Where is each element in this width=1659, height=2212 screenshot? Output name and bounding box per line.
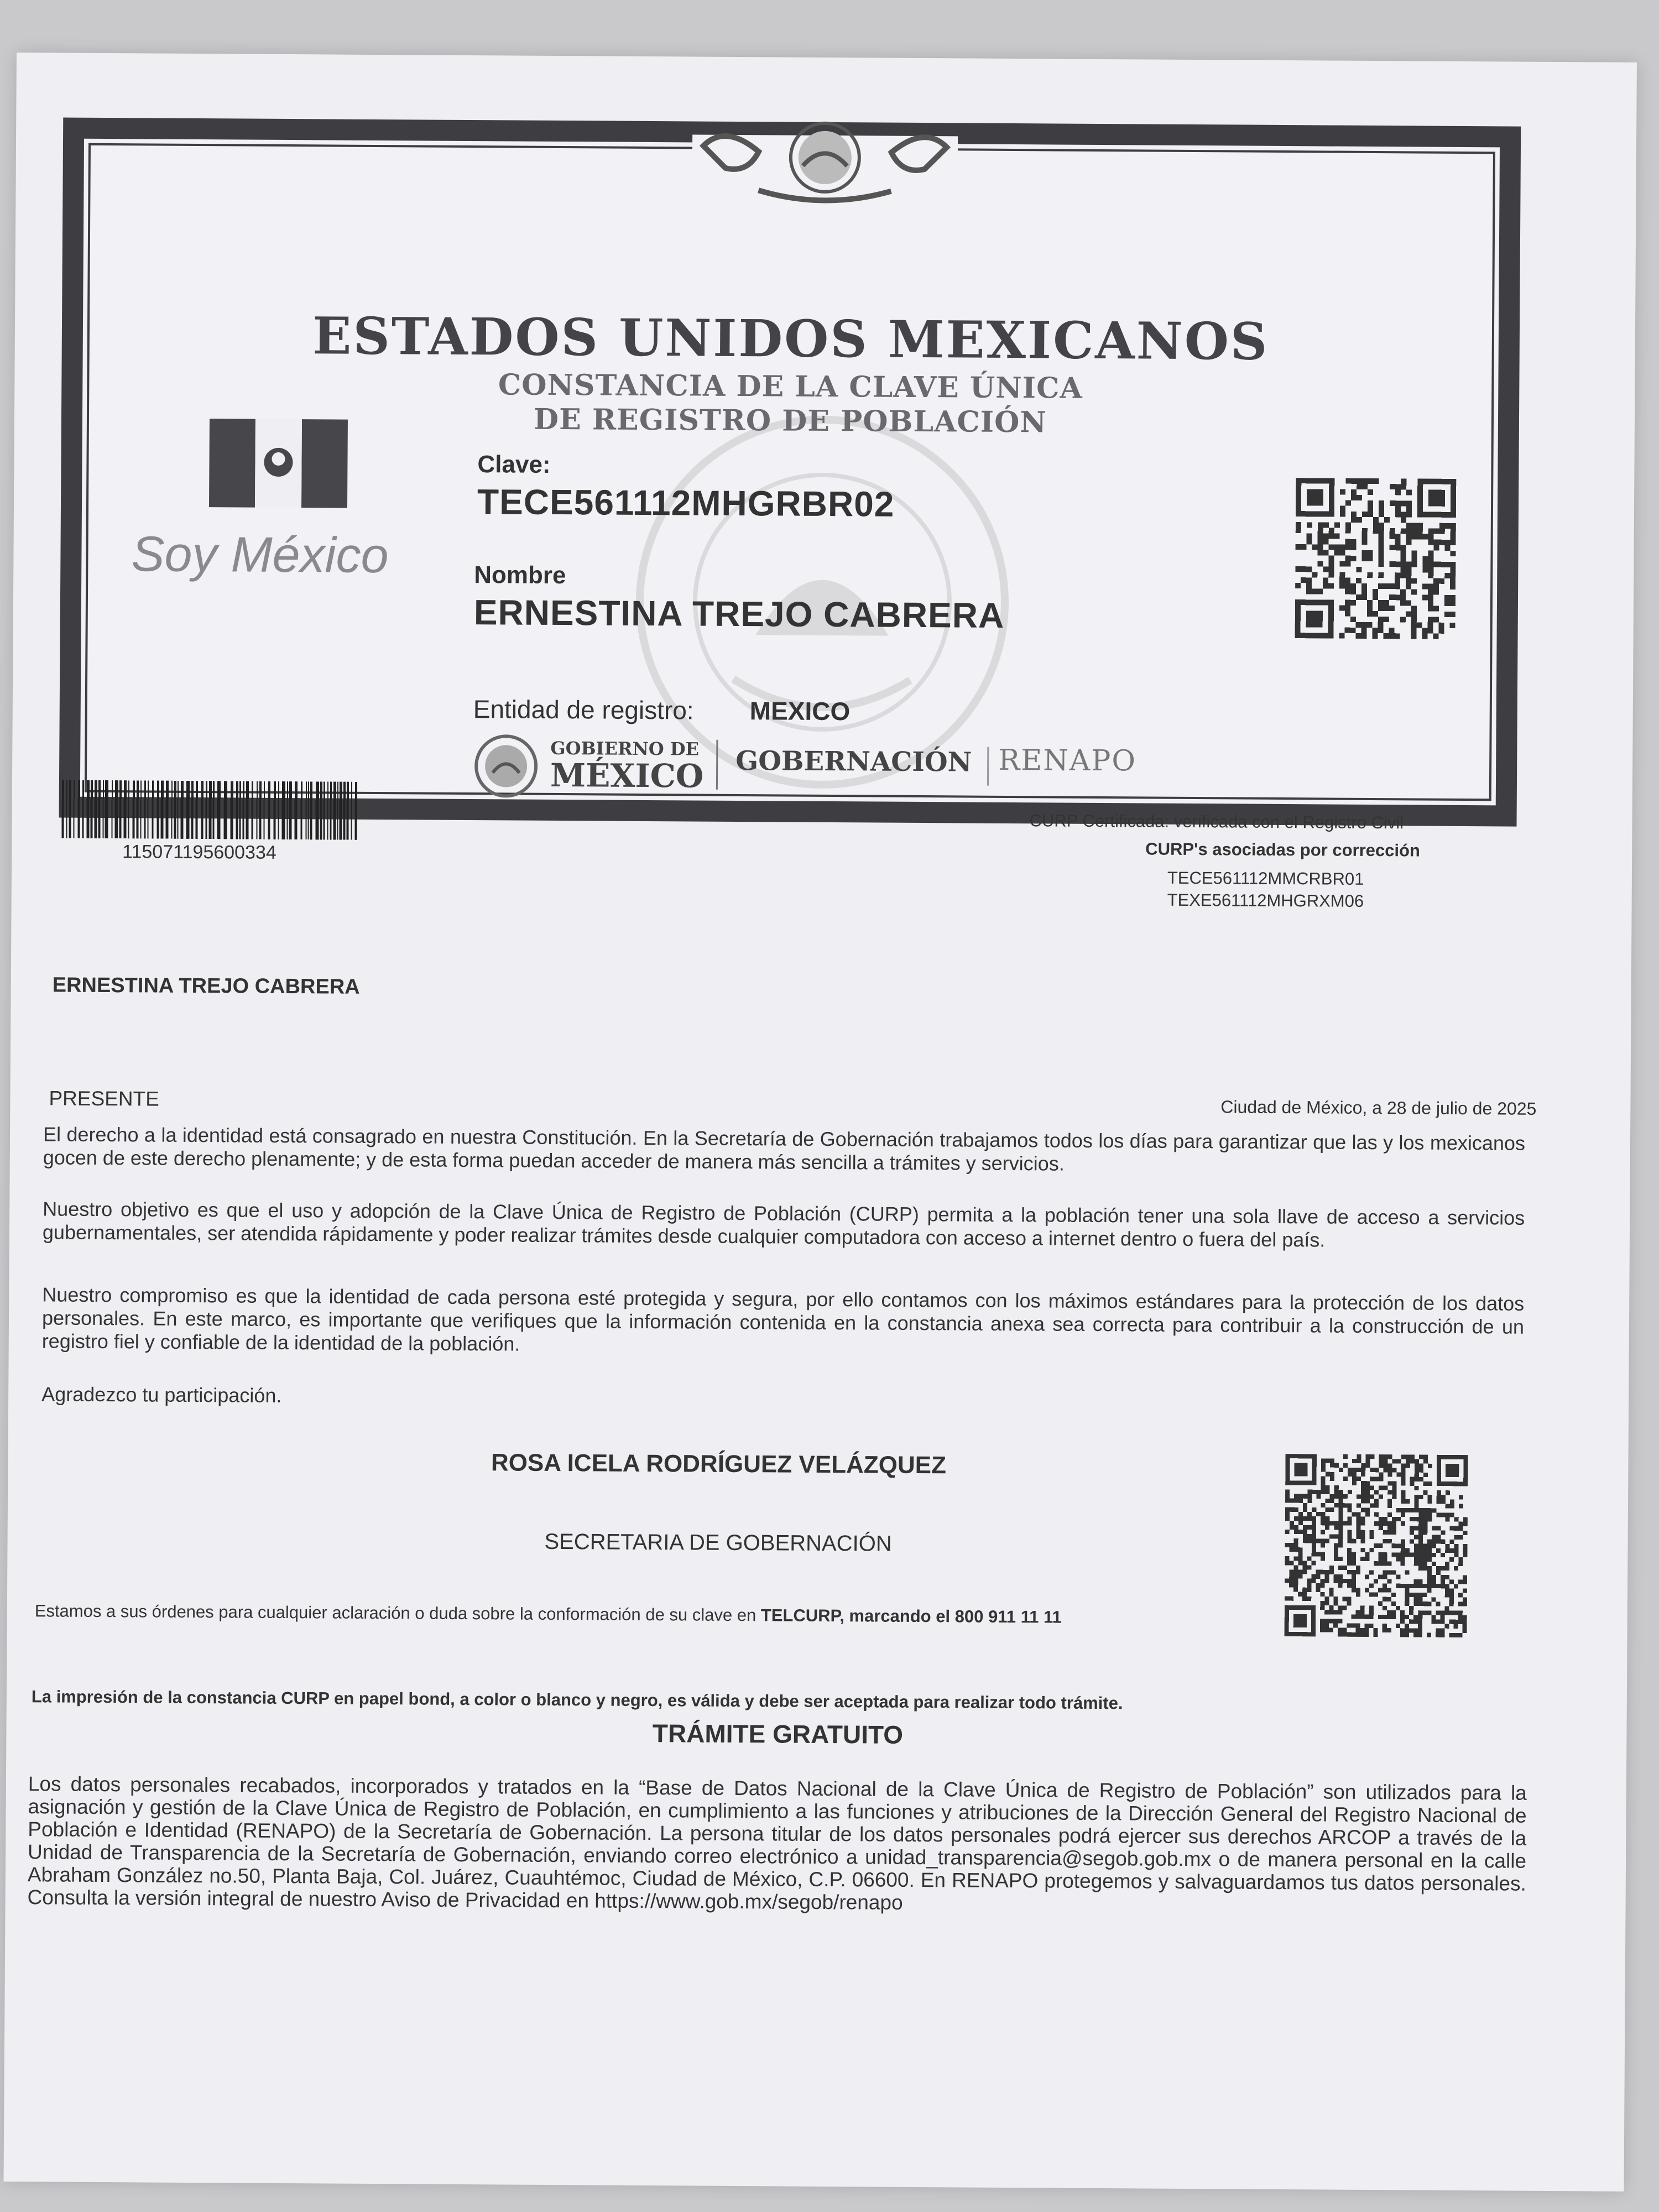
document-title-line2: DE REGISTRO DE POBLACIÓN (533, 402, 1047, 440)
qr-code-icon (1295, 478, 1457, 639)
certification-status: CURP Certificada: verificada con el Registro Civil (1029, 811, 1404, 833)
telcurp-notice: Estamos a sus órdenes para cualquier aclaración o duda sobre la conformación de su clave en TELCURP, marcando el 800 911 11 11 (34, 1601, 1062, 1627)
coat-of-arms-icon (692, 112, 958, 213)
letter-paragraph: Agradezco tu participación. (41, 1383, 282, 1407)
clave-value: TECE561112MHGRBR02 (477, 482, 895, 524)
associated-curps-list (1167, 867, 1364, 912)
gobierno-seal-icon (473, 733, 540, 800)
document-title-line1: CONSTANCIA DE LA CLAVE ÚNICA (498, 368, 1083, 405)
letter-paragraph: Nuestro objetivo es que el uso y adopción de la Clave Única de Registro de Población (CURP) permita a la población tener una sola llave de acceso a servicios gubernamentales, ser atendida rápidamente y poder realizar trámites desde cualquier computadora con acceso a internet dentro o fuera del país. (42, 1197, 1525, 1251)
letter-paragraph: El derecho a la identidad está consagrado en nuestra Constitución. En la Secretaría de Gobernación trabajamos todos los días para garantizar que las y los mexicanos gocen de este derecho plenamente; y de esta forma puedan acceder de manera más sencilla a trámites y servicios. (43, 1123, 1526, 1175)
nombre-label: Nombre (474, 561, 566, 589)
document-page (3, 53, 1636, 2192)
gobierno-de-mexico-logo: GOBIERNO DE MÉXICO (550, 737, 704, 795)
curp-certificate-card (59, 118, 1521, 827)
country-title: ESTADOS UNIDOS MEXICANOS (312, 306, 1269, 372)
renapo-logo: RENAPO (998, 743, 1137, 778)
entidad-label: Entidad de registro: (473, 695, 694, 725)
associated-curp: TECE561112MMCRBR01 (1167, 868, 1364, 889)
bond-paper-notice: La impresión de la constancia CURP en papel bond, a color o blanco y negro, es válida y debe ser aceptada para realizar todo trámite. (31, 1687, 1123, 1713)
government-logos (473, 733, 1137, 803)
letter-paragraph: Nuestro compromiso es que la identidad de cada persona esté protegida y segura, por ello contamos con los máximos estándares para la protección de los datos personales. En este marco, es importante que verifiques que la información contenida en la constancia anexa sea correcta para contribuir a la construcción de un registro fiel y confiable de la identidad de la población. (41, 1283, 1525, 1355)
barcode-icon (61, 780, 361, 840)
entidad-value: MEXICO (749, 696, 851, 726)
signer-name: ROSA ICELA RODRÍGUEZ VELÁZQUEZ (491, 1449, 947, 1479)
letter-recipient: ERNESTINA TREJO CABRERA (52, 973, 360, 999)
barcode-number: 115071195600334 (122, 841, 276, 863)
associated-curps-title: CURP's asociadas por corrección (1145, 839, 1421, 860)
privacy-notice: Los datos personales recabados, incorporados y tratados en la “Base de Datos Nacional de la Clave Única de Registro de Población” son utilizados para la asignación y gestión de la Clave Única de Registro de Población, en cumplimiento a las funciones y atribuciones de la Dirección General del Registro Nacional de Población e Identidad (RENAPO) de la Secretaría de Gobernación. La persona titular de los datos personales podrá ejercer sus derechos ARCOP a través de la Unidad de Transparencia de la Secretaría de Gobernación, enviando correo electrónico a unidad_transparencia@segob.gob.mx o de manera personal en la calle Abraham González no.50, Planta Baja, Col. Juárez, Cuauhtémoc, Ciudad de México, C.P. 06600. En RENAPO protegemos y salvaguardamos tus datos personales. Consulta la versión integral de nuestro Aviso de Privacidad en https://www.gob.mx/segob/renapo (27, 1772, 1527, 1914)
letter-date: Ciudad de México, a 28 de julio de 2025 (1220, 1097, 1537, 1119)
gobernacion-logo: GOBERNACIÓN (735, 745, 972, 778)
slogan: Soy México (131, 526, 389, 584)
qr-code-icon (1285, 1454, 1468, 1637)
letter-salutation: PRESENTE (49, 1087, 160, 1110)
nombre-value: ERNESTINA TREJO CABRERA (473, 592, 1005, 635)
mexican-flag-icon (209, 419, 348, 508)
signer-role: SECRETARIA DE GOBERNACIÓN (544, 1529, 892, 1556)
clave-label: Clave: (477, 451, 551, 478)
associated-curp: TEXE561112MHGRXM06 (1167, 890, 1364, 911)
free-procedure-label: TRÁMITE GRATUITO (652, 1719, 904, 1749)
